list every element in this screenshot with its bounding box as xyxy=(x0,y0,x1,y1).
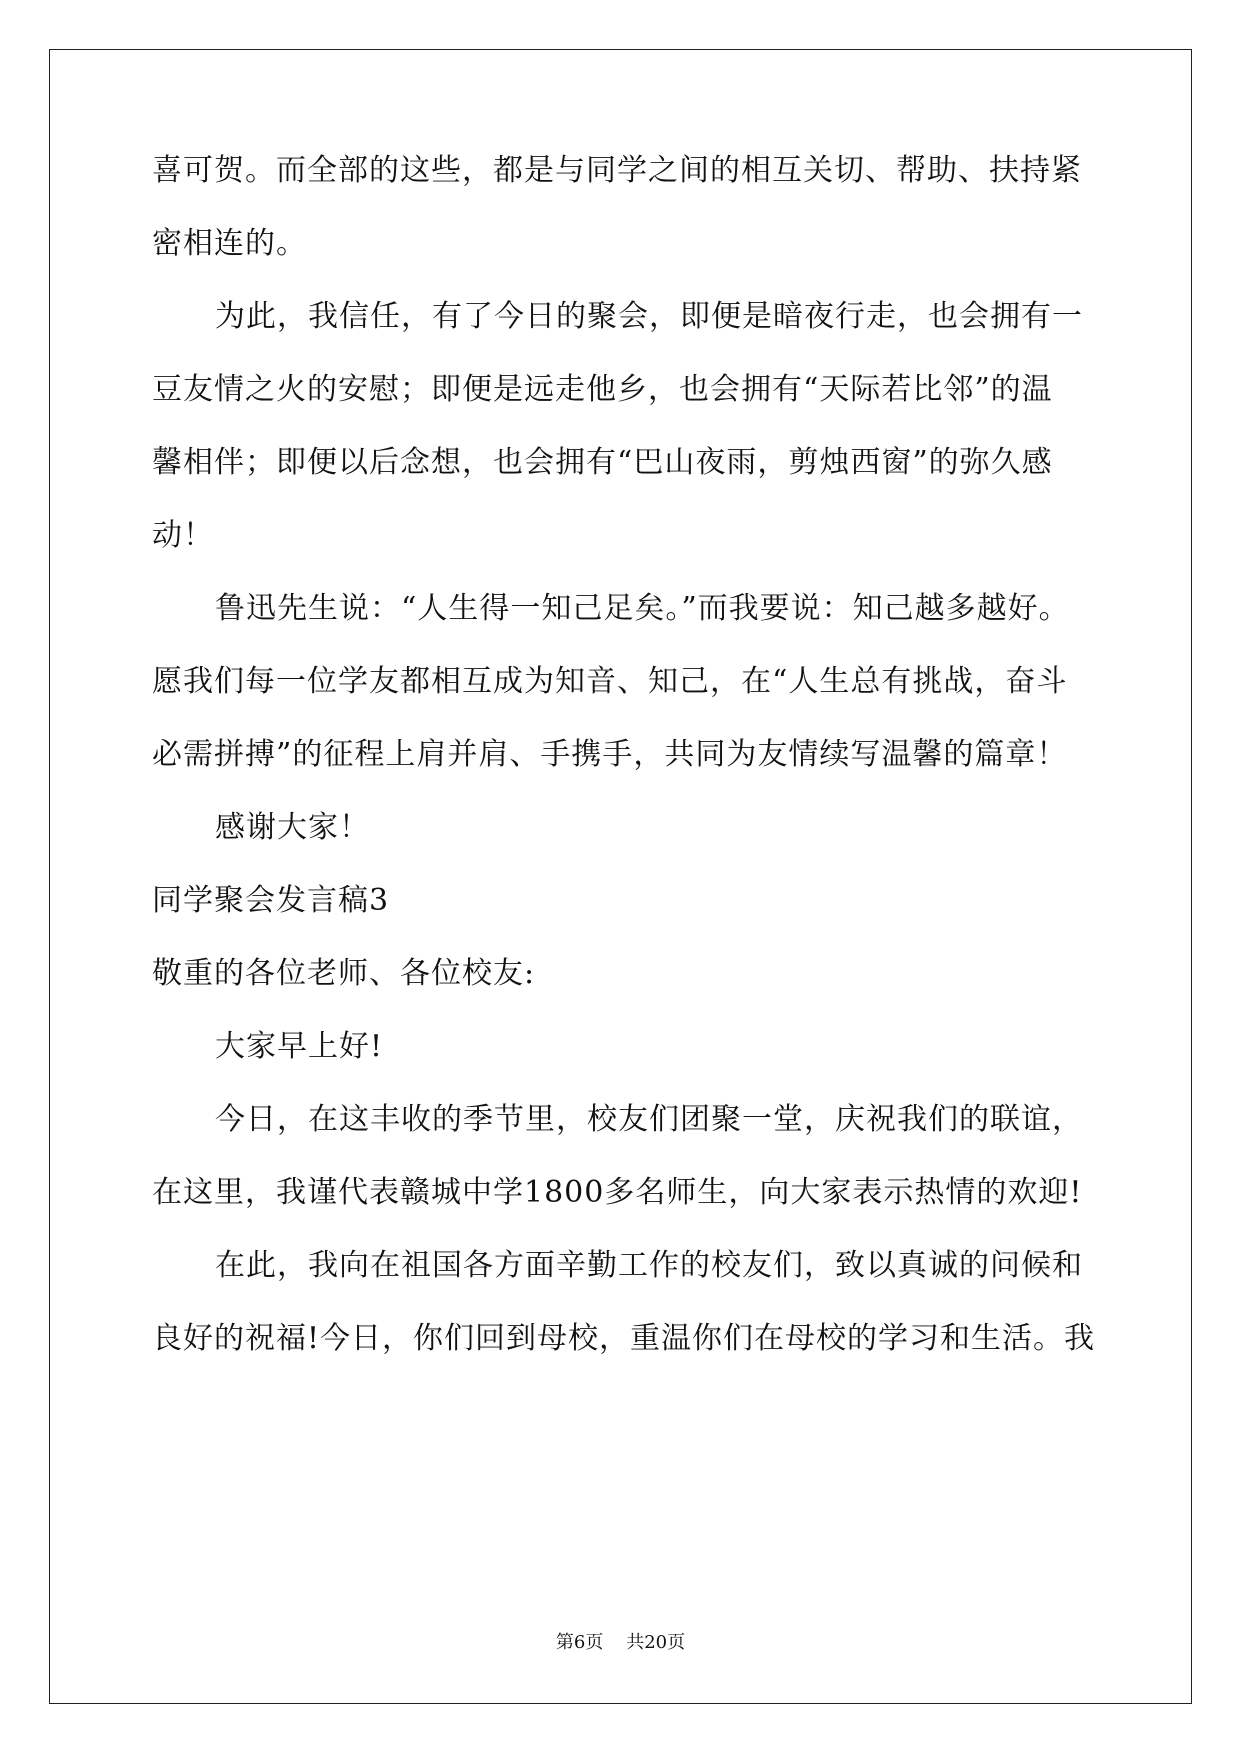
text-line: 动！ xyxy=(152,518,214,553)
greeting: 大家早上好! xyxy=(215,1029,384,1064)
text-line: 密相连的。 xyxy=(152,226,307,261)
text-line: 豆友情之火的安慰；即便是远走他乡，也会拥有“天际若比邻”的温 xyxy=(152,372,1053,407)
text-line: 鲁迅先生说：“人生得一知己足矣。”而我要说：知己越多越好。 xyxy=(215,591,1070,626)
text-line: 在这里，我谨代表赣城中学1800多名师生，向大家表示热情的欢迎! xyxy=(152,1175,1083,1210)
text-line: 必需拼搏”的征程上肩并肩、手携手，共同为友情续写温馨的篇章！ xyxy=(152,737,1068,772)
text-line: 良好的祝福!今日，你们回到母校，重温你们在母校的学习和生活。我 xyxy=(152,1321,1096,1356)
text-line: 为此，我信任，有了今日的聚会，即便是暗夜行走，也会拥有一 xyxy=(215,299,1083,334)
section-heading: 同学聚会发言稿3 xyxy=(152,883,390,918)
text-line: 愿我们每一位学友都相互成为知音、知己，在“人生总有挑战，奋斗 xyxy=(152,664,1068,699)
text-line: 馨相伴；即便以后念想，也会拥有“巴山夜雨，剪烛西窗”的弥久感 xyxy=(152,445,1053,480)
text-line: 感谢大家！ xyxy=(215,810,370,845)
text-line: 今日，在这丰收的季节里，校友们团聚一堂，庆祝我们的联谊， xyxy=(215,1102,1083,1137)
page-number-footer: 第6页 共20页 xyxy=(555,1632,686,1653)
salutation: 敬重的各位老师、各位校友: xyxy=(152,956,536,991)
text-line: 喜可贺。而全部的这些，都是与同学之间的相互关切、帮助、扶持紧 xyxy=(152,153,1082,188)
text-line: 在此，我向在祖国各方面辛勤工作的校友们，致以真诚的问候和 xyxy=(215,1248,1083,1283)
